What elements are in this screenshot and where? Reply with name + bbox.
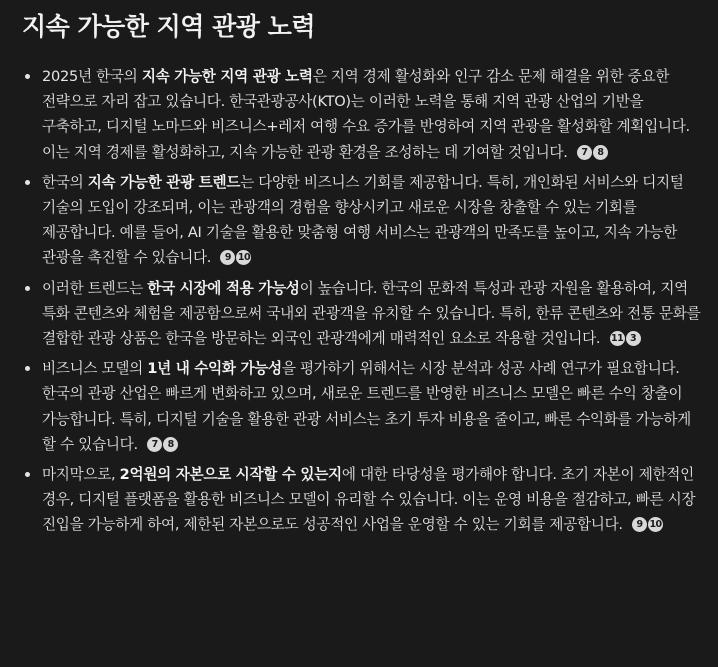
item-text: 을 평가하기 위해서는 시장 분석과 성공 사례 연구가 필요합니다. 한국의 관광 산업은 빠르게 변화하고 있으며, 새로운 트렌드를 반영한 비즈니스 모델은 빠른 수익 창출이 가능합니다. 특히, 디지털 기술을 활용한 관광 서비스는 초기 투자 비용을 줄이고, 빠른 수익화를 가능하게 할 수 있습니다. [42, 360, 691, 453]
citation-badge[interactable]: 3 [626, 331, 641, 346]
citation-badge[interactable]: 9 [632, 517, 647, 532]
item-highlight: 한국 시장에 적용 가능성 [147, 279, 300, 297]
item-text: 에 대한 타당성을 평가해야 합니다. 초기 자본이 제한적인 경우, 디지털 플랫폼을 활용한 비즈니스 모델이 유리할 수 있습니다. 이는 운영 비용을 절감하고, 빠른 시장 진입을 가능하게 하여, 제한된 자본으로도 성공적인 사업을 운영할 수 있는 기회를 제공합니다. [42, 466, 696, 534]
citation-badge[interactable]: 8 [163, 437, 178, 452]
item-text: 2025년 한국의 [42, 68, 142, 85]
bullet-dot [25, 180, 30, 185]
citation-badge[interactable]: 8 [593, 145, 608, 160]
citation-badge[interactable]: 10 [237, 252, 251, 264]
citation-badge[interactable]: 7 [147, 437, 162, 452]
item-highlight: 2억원의 자본으로 시작할 수 있는지 [119, 466, 342, 484]
item-text: 이러한 트렌드는 [42, 279, 148, 297]
list-item [22, 462, 704, 538]
list-item [22, 64, 704, 165]
bullet-dot [25, 286, 30, 291]
list-item [22, 356, 704, 457]
item-highlight: 1년 내 수익화 가능성 [147, 360, 282, 378]
citation-badge[interactable]: 9 [220, 250, 235, 265]
item-text: 마지막으로, [42, 466, 120, 484]
bullet-dot [25, 366, 30, 371]
item-text: 비즈니스 모델의 [42, 360, 148, 378]
list-item [22, 276, 704, 352]
item-text: 은 지역 경제 활성화와 인구 감소 문제 해결을 위한 중요한 전략으로 자리 잡고 있습니다. 한국관광공사(KTO)는 이러한 노력을 통해 지역 관광 산업의 기반을 구축하고, 디지털 노마드와 비즈니스+레저 여행 수요 증가를 반영하여 지역 관광을 활성화할 계획입니다. 이는 지역 경제를 활성화하고, 지속 가능한 관광 환경을 조성하는 데 기여할 것입니다. [42, 68, 690, 161]
list-item [22, 170, 704, 271]
item-highlight: 지속 가능한 지역 관광 노력 [141, 68, 313, 85]
bullet-dot [25, 472, 30, 477]
item-highlight: 지속 가능한 관광 트렌드 [87, 173, 241, 191]
citation-badge[interactable]: 11 [610, 333, 624, 345]
citation-badge[interactable]: 10 [649, 519, 662, 531]
item-text: 는 다양한 비즈니스 기회를 제공합니다. 특히, 개인화된 서비스와 디지털 기술의 도입이 강조되며, 이는 관광객의 경험을 향상시키고 새로운 시장을 창출할 수 있는 기회를 제공합니다. 예를 들어, AI 기술을 활용한 맞춤형 여행 서비스는 관광객의 만족도를 높이고, 지속 가능한 관광을 촉진할 수 있습니다. [42, 173, 684, 267]
item-text: 한국의 [42, 173, 88, 191]
section-title: 지속 가능한 지역 관광 노력 [22, 12, 315, 41]
bullet-list [22, 64, 704, 538]
item-text: 이 높습니다. 한국의 문화적 특성과 관광 자원을 활용하여, 지역 특화 콘텐츠와 체험을 제공함으로써 국내외 관광객을 유치할 수 있습니다. 특히, 한류 콘텐츠와 전통 문화를 결합한 관광 상품은 한국을 방문하는 외국인 관광객에게 매력적인 요소로 작용할 것입니다. [42, 279, 701, 348]
citation-badge[interactable]: 7 [577, 145, 592, 160]
bullet-dot [25, 74, 30, 79]
